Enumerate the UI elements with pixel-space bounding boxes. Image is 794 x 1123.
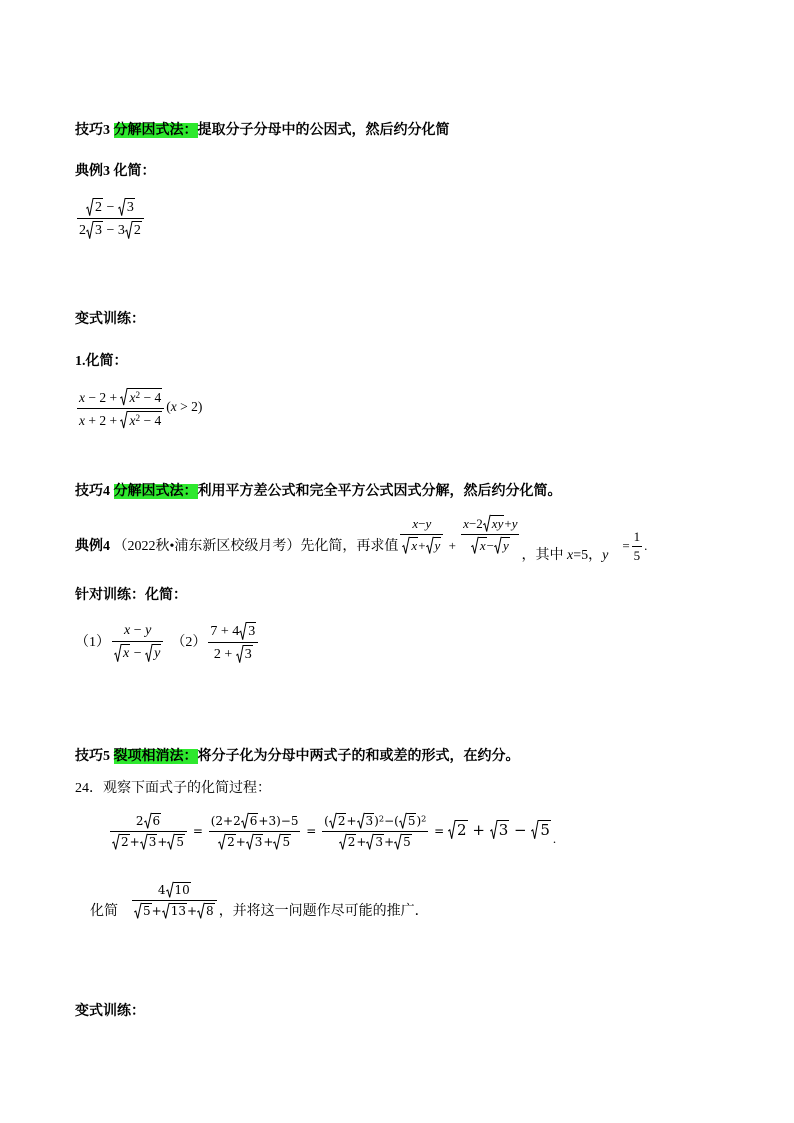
- radicand: [128, 388, 162, 406]
- tip-3-heading: [75, 122, 450, 140]
- part-1-expression: [110, 623, 165, 662]
- radical-sign: [236, 645, 244, 663]
- radicand: 5: [403, 834, 411, 849]
- radicand: 3: [95, 223, 102, 239]
- method-highlight: 分解因式法：: [113, 123, 198, 138]
- radical-sign: [167, 834, 175, 850]
- math-variable: x: [566, 547, 574, 563]
- fraction: [322, 813, 428, 850]
- radicand: 3: [375, 834, 384, 849]
- numerator: [132, 882, 217, 901]
- tip-description: 将分子化为分母中两式子的和或差的形式，在约分。: [197, 749, 520, 764]
- superscript: 2: [421, 813, 427, 824]
- math-text: ): [374, 814, 379, 828]
- radicand: 13: [170, 903, 186, 918]
- denominator: [208, 643, 258, 663]
- math-text: +: [467, 820, 490, 839]
- math-text: +: [186, 903, 198, 918]
- task-expression: [130, 883, 219, 918]
- square-root: [86, 198, 103, 216]
- radical-sign: [120, 388, 128, 406]
- radicand: 10: [174, 883, 190, 897]
- math-text: ): [416, 814, 422, 828]
- square-root: [86, 221, 103, 239]
- radical-sign: [490, 820, 498, 839]
- math-text: .: [644, 537, 648, 553]
- math-variable: y: [425, 516, 432, 531]
- radical-sign: [471, 537, 479, 554]
- radicand: 3: [248, 624, 256, 639]
- numerator: [322, 813, 428, 832]
- radical-sign: [144, 813, 152, 829]
- radical-sign: [399, 813, 407, 829]
- radicand: 5: [282, 834, 291, 849]
- square-root: [134, 903, 152, 919]
- math-text: +: [356, 834, 367, 849]
- math-variable: x: [412, 516, 419, 531]
- math-variable: x: [463, 516, 469, 531]
- math-text: +: [263, 834, 274, 849]
- radical-sign: [273, 834, 281, 850]
- math-text: =: [430, 823, 449, 838]
- square-root: [118, 198, 135, 216]
- method-highlight: 裂项相消法：: [113, 749, 198, 764]
- example-3-heading: [75, 163, 156, 181]
- example-label: 典例3: [75, 164, 110, 179]
- radicand: [128, 411, 162, 429]
- math-text: −: [130, 623, 146, 638]
- radicand: 5: [540, 820, 550, 839]
- fraction: [132, 882, 217, 919]
- square-root: [162, 903, 187, 919]
- square-root: [246, 834, 264, 850]
- numerator: [77, 198, 144, 219]
- radical-sign: [329, 813, 337, 829]
- radical-sign: [394, 834, 402, 850]
- derivation-result: [448, 821, 551, 839]
- fraction: [400, 517, 443, 554]
- numerator: [461, 515, 519, 535]
- denominator: [77, 409, 164, 429]
- square-root: [494, 537, 510, 554]
- radicand: 8: [206, 903, 214, 918]
- radical-sign: [531, 820, 539, 839]
- math-variable: x: [170, 399, 177, 415]
- radical-sign: [197, 903, 205, 919]
- square-root: [166, 882, 191, 898]
- math-text: +: [445, 537, 460, 553]
- math-text: =: [189, 823, 207, 838]
- math-text: 1: [633, 528, 641, 544]
- part-2-expression: [206, 624, 260, 663]
- variant-training-heading: [75, 1003, 145, 1021]
- square-root: [366, 834, 384, 850]
- square-root: [471, 537, 487, 554]
- radicand: 2: [133, 223, 141, 239]
- math-variable: x: [411, 537, 418, 553]
- radical-sign: [494, 537, 502, 554]
- numerator: [110, 813, 187, 832]
- radical-sign: [357, 813, 365, 829]
- math-text: 2 +: [213, 647, 236, 663]
- math-text: +3)−5: [258, 814, 299, 828]
- radicand: [410, 537, 418, 554]
- radical-sign: [239, 622, 247, 640]
- question-24-task: [90, 882, 429, 921]
- radicand: 3: [254, 834, 263, 849]
- example-3-expression: [75, 198, 146, 239]
- math-text: +: [504, 516, 512, 531]
- radical-sign: [241, 813, 249, 829]
- fraction: [77, 388, 164, 428]
- math-text: − 3: [103, 223, 125, 239]
- square-root: [483, 515, 505, 532]
- square-root: [273, 834, 291, 850]
- fraction: [209, 813, 301, 850]
- math-variable: x: [79, 390, 85, 405]
- math-text: −: [509, 820, 532, 839]
- tip-label: 技巧5: [75, 749, 110, 764]
- math-variable: y: [511, 516, 518, 531]
- radical-sign: [118, 198, 126, 216]
- radicand: [153, 644, 161, 662]
- superscript: 2: [135, 412, 141, 423]
- square-root: [241, 813, 259, 829]
- tip-description: 利用平方差公式和完全平方公式因式分解，然后约分化简。: [197, 484, 562, 499]
- fraction: [77, 198, 144, 239]
- denominator: [112, 642, 163, 662]
- square-root: [167, 834, 185, 850]
- square-root: [236, 645, 253, 663]
- example-4-condition: [521, 548, 608, 563]
- math-text: 2: [135, 814, 144, 828]
- fraction: [632, 530, 643, 565]
- example-4-expression: [398, 516, 521, 553]
- math-text: > 2): [176, 399, 203, 415]
- math-text: +: [418, 537, 426, 553]
- square-root: [197, 903, 215, 919]
- question-1-label: 1.化简：: [75, 354, 128, 369]
- question-1-expression: [75, 388, 202, 428]
- radical-sign: [339, 834, 347, 850]
- radical-sign: [134, 903, 142, 919]
- radicand: 2: [337, 814, 346, 828]
- denominator: [461, 535, 519, 554]
- radicand: 2: [457, 820, 467, 839]
- math-variable: y: [502, 537, 509, 553]
- radicand: [434, 537, 442, 554]
- square-root: [394, 834, 412, 850]
- math-text: −: [130, 646, 146, 662]
- derivation-steps: [108, 813, 449, 849]
- math-variable: x: [491, 516, 498, 531]
- math-text: −: [103, 200, 118, 215]
- fraction: [110, 813, 187, 850]
- numerator: [400, 517, 443, 535]
- square-root: [120, 388, 162, 406]
- square-root: [426, 537, 442, 554]
- question-24-derivation: [108, 813, 556, 850]
- denominator: [77, 219, 144, 239]
- radicand: 6: [249, 814, 258, 828]
- square-root: [145, 644, 161, 662]
- math-text: 5: [633, 548, 641, 564]
- radical-sign: [166, 882, 174, 898]
- radical-sign: [426, 537, 434, 554]
- math-text: − 4: [140, 390, 162, 405]
- math-text: −(: [384, 814, 399, 828]
- math-text: =: [302, 823, 321, 838]
- radicand: 5: [143, 903, 151, 918]
- square-root: [531, 820, 551, 839]
- radicand: 6: [152, 814, 161, 828]
- math-text: +: [346, 814, 357, 828]
- math-text: (: [324, 814, 329, 828]
- radicand: [122, 644, 130, 662]
- math-text: +: [129, 834, 140, 849]
- radicand: [491, 515, 505, 532]
- radical-sign: [86, 221, 94, 239]
- radical-sign: [448, 820, 456, 839]
- method-highlight: 分解因式法：: [113, 484, 198, 499]
- math-text: −: [486, 537, 494, 553]
- radicand: 2: [95, 200, 102, 215]
- math-variable: y: [154, 646, 161, 662]
- square-root: [402, 537, 418, 554]
- math-text: 2: [79, 223, 86, 239]
- square-root: [114, 644, 130, 662]
- denominator: [632, 547, 643, 564]
- denominator: [110, 832, 187, 850]
- math-text: (2+2: [210, 814, 241, 828]
- square-root: [144, 813, 162, 829]
- denominator: [132, 901, 217, 919]
- example-instruction: 化简：: [113, 164, 156, 179]
- question-24-text: 24．观察下面式子的化简过程：: [75, 781, 271, 796]
- radicand: 5: [407, 814, 416, 828]
- example-4-y-value: [622, 528, 648, 564]
- math-variable: x: [124, 623, 131, 638]
- math-text: (: [166, 399, 171, 415]
- radicand: 2: [227, 834, 235, 849]
- numerator: [209, 813, 301, 832]
- math-variable: x: [479, 537, 486, 553]
- superscript: 2: [135, 389, 141, 400]
- radical-sign: [366, 834, 374, 850]
- fraction: [208, 622, 258, 663]
- square-root: [125, 221, 142, 239]
- variant-training-label: 变式训练：: [75, 312, 145, 327]
- math-variable: x: [129, 412, 136, 428]
- radical-sign: [86, 198, 94, 216]
- radical-sign: [112, 834, 120, 850]
- math-text: +: [157, 834, 168, 849]
- square-root: [339, 834, 357, 850]
- math-text: − 2 +: [85, 390, 121, 405]
- example-4-line: [75, 515, 647, 564]
- targeted-training-heading: [75, 587, 187, 605]
- math-variable: x: [123, 646, 130, 662]
- radicand: [502, 537, 510, 554]
- variant-training-heading: [75, 311, 145, 329]
- radicand: [479, 537, 487, 554]
- example-source-and-instruction: （2022秋•浦东新区校级月考）先化简，再求值: [113, 538, 399, 554]
- radicand: 3: [244, 647, 252, 663]
- targeted-training-label: 针对训练：化简：: [75, 588, 187, 603]
- math-text: =5，: [573, 547, 603, 563]
- numerator: [632, 530, 643, 548]
- math-text: =: [622, 537, 630, 553]
- part-2-label: （2）: [171, 634, 207, 650]
- radicand: 2: [121, 834, 129, 849]
- question-24-prompt: [75, 780, 271, 798]
- radicand: 3: [365, 814, 374, 828]
- tip-label: 技巧3: [75, 123, 110, 138]
- math-variable: y: [434, 537, 441, 553]
- denominator: [209, 832, 301, 850]
- math-variable: y: [145, 623, 152, 638]
- denominator: [322, 832, 428, 850]
- radical-sign: [145, 644, 153, 662]
- radicand: 3: [148, 834, 157, 849]
- math-text: −2: [468, 516, 483, 531]
- part-1-label: （1）: [75, 634, 110, 650]
- period: .: [552, 830, 557, 846]
- math-variable: x: [129, 390, 136, 405]
- math-text: −: [418, 516, 426, 531]
- tip-description: 提取分子分母中的公因式，然后约分化简: [197, 123, 450, 138]
- math-text: 7 + 4: [210, 624, 240, 639]
- square-root: [399, 813, 417, 829]
- radical-sign: [125, 221, 133, 239]
- square-root: [329, 813, 347, 829]
- square-root: [112, 834, 130, 850]
- radical-sign: [140, 834, 148, 850]
- math-variable: y: [602, 547, 609, 563]
- practice-parts: [75, 622, 260, 663]
- example-label: 典例4: [75, 538, 110, 554]
- square-root: [357, 813, 375, 829]
- tip-4-heading: [75, 483, 562, 501]
- square-root: [490, 820, 510, 839]
- fraction: [461, 515, 519, 554]
- radical-sign: [162, 903, 170, 919]
- radical-sign: [218, 834, 226, 850]
- math-text: ，其中: [521, 547, 567, 563]
- radicand: 5: [176, 834, 185, 849]
- numerator: [112, 623, 163, 642]
- numerator: [77, 388, 164, 409]
- square-root: [448, 820, 468, 839]
- math-text: +: [151, 903, 162, 918]
- radicand: 3: [498, 820, 509, 839]
- radicand: 3: [126, 200, 134, 215]
- math-text: − 4: [140, 412, 162, 428]
- radical-sign: [246, 834, 254, 850]
- square-root: [218, 834, 236, 850]
- radical-sign: [120, 411, 128, 429]
- radical-sign: [114, 644, 122, 662]
- tip-label: 技巧4: [75, 484, 110, 499]
- math-text: + 2 +: [85, 412, 121, 428]
- radical-sign: [483, 515, 491, 532]
- math-text: +: [235, 834, 246, 849]
- task-label: 化简: [90, 903, 118, 919]
- math-variable: y: [497, 516, 504, 531]
- tip-5-heading: [75, 748, 520, 766]
- question-1-heading: [75, 353, 128, 371]
- square-root: [239, 622, 256, 640]
- square-root: [120, 411, 162, 429]
- math-text: 4: [157, 883, 166, 897]
- radical-sign: [402, 537, 410, 554]
- math-text: +: [384, 834, 395, 849]
- fraction: [112, 623, 163, 662]
- superscript: 2: [378, 813, 385, 824]
- task-instruction: ，并将这一问题作尽可能的推广．: [218, 903, 429, 919]
- math-variable: x: [79, 412, 85, 428]
- square-root: [140, 834, 158, 850]
- denominator: [400, 535, 443, 554]
- numerator: [208, 622, 258, 643]
- radicand: 2: [347, 834, 356, 849]
- variant-training-label: 变式训练：: [75, 1004, 145, 1019]
